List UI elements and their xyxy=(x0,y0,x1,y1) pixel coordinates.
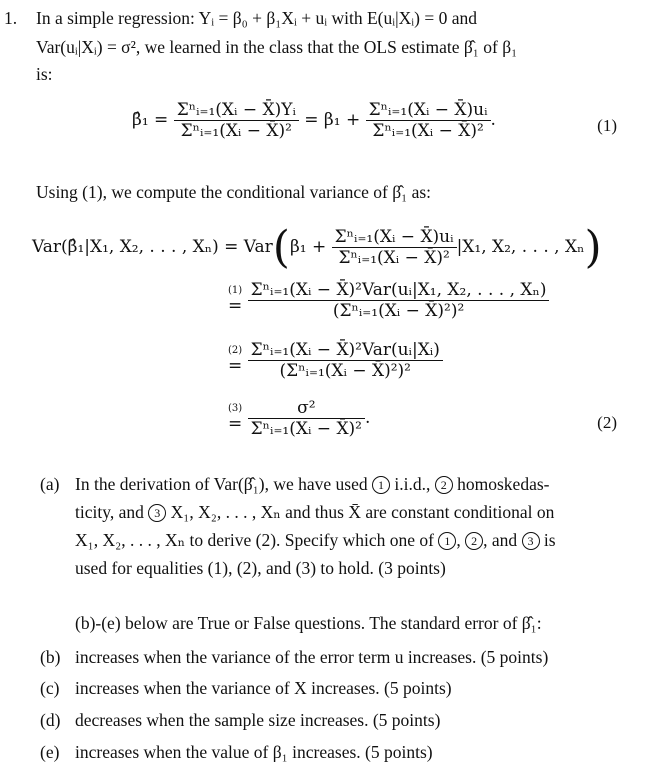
part-a-sep-2: , and xyxy=(483,530,518,550)
circled-2-icon: 2 xyxy=(465,532,483,550)
part-a-line-4: used for equalities (1), (2), and (3) to hold. (3 points) xyxy=(75,558,446,578)
eq2-step3-fraction xyxy=(248,398,365,439)
part-d-label: (d) xyxy=(40,710,61,730)
intro-line-3: is: xyxy=(36,64,53,84)
part-a-line-3 xyxy=(75,529,556,551)
circled-3-icon: 3 xyxy=(522,532,540,550)
eq1-frac2-denominator: Σⁿᵢ₌₁(Xᵢ − X̄)² xyxy=(372,121,484,141)
eq1-frac2-numerator: Σⁿᵢ₌₁(Xᵢ − X̄)uᵢ xyxy=(366,100,491,121)
eq2-end: . xyxy=(365,408,371,428)
eq2-step2-numerator: Σⁿᵢ₌₁(Xᵢ − X̄)²Var(uᵢ|Xᵢ) xyxy=(248,340,443,361)
eq2-inner-fraction xyxy=(332,227,457,268)
part-a-sep-1: , xyxy=(456,530,461,550)
eq1-fraction-1 xyxy=(174,100,299,141)
eq1-fraction-2 xyxy=(366,100,491,141)
equation-1-number: (1) xyxy=(597,116,617,135)
eq2-step1-relation: (1) = xyxy=(228,285,243,316)
eq2-step3-relation: (3) = xyxy=(228,403,243,434)
eq2-inner-denominator: Σⁿᵢ₌₁(Xᵢ − X̄)² xyxy=(338,248,450,268)
part-a-label: (a) xyxy=(40,474,60,494)
equation-2-step-1 xyxy=(228,280,549,321)
true-false-intro: (b)-(e) below are True or False questions. The standard error of β̂₁: xyxy=(75,613,542,633)
part-a-iid: i.i.d., xyxy=(394,474,431,494)
eq2-step3-numerator: σ² xyxy=(248,398,365,419)
circled-1-icon: 1 xyxy=(438,532,456,550)
eq1-frac1-denominator: Σⁿᵢ₌₁(Xᵢ − X̄)² xyxy=(180,121,292,141)
question-number: 1. xyxy=(4,8,18,28)
part-a-line2-post: X₁, X₂, . . . , Xₙ and thus X̄ are constant conditional on xyxy=(170,502,555,522)
eq2-step2-relation: (2) = xyxy=(228,345,243,376)
part-a-line1-text: In the derivation of Var(β̂₁), we have used xyxy=(75,474,368,494)
using-text: Using (1), we compute the conditional variance of β̂₁ as: xyxy=(36,182,432,202)
eq2-inner-pre: β₁ + xyxy=(289,237,327,257)
equation-2-step-3 xyxy=(228,398,370,439)
eq2-step1-numerator: Σⁿᵢ₌₁(Xᵢ − X̄)²Var(uᵢ|X₁, X₂, . . . , Xₙ) xyxy=(248,280,550,301)
eq2-open-paren: ( xyxy=(272,222,290,273)
eq2-step1-denominator: (Σⁿᵢ₌₁(Xᵢ − X̄)²)² xyxy=(332,301,465,321)
equation-2-number: (2) xyxy=(597,413,617,432)
eq1-lhs: β̂₁ = xyxy=(132,110,169,130)
eq1-middle: = β₁ + xyxy=(304,110,361,130)
eq2-inner-post: |X₁, X₂, . . . , Xₙ xyxy=(456,237,585,257)
part-c-label: (c) xyxy=(40,678,60,698)
eq2-step2-tag: (2) xyxy=(228,345,243,356)
eq2-step2-denominator: (Σⁿᵢ₌₁(Xᵢ − X̄)²)² xyxy=(279,361,411,381)
intro-line-2: Var(uᵢ|Xᵢ) = σ², we learned in the class that the OLS estimate β̂₁ of β₁ xyxy=(36,37,518,57)
part-a-homoskedas: homoskedas- xyxy=(457,474,550,494)
part-c-text: increases when the variance of X increases. (5 points) xyxy=(75,678,452,698)
circled-3-icon: 3 xyxy=(148,504,166,522)
part-b-label: (b) xyxy=(40,647,61,667)
equation-2-step-2 xyxy=(228,340,443,381)
equation-2-line-1 xyxy=(32,222,602,273)
eq2-inner-numerator: Σⁿᵢ₌₁(Xᵢ − X̄)uᵢ xyxy=(332,227,457,248)
equation-1 xyxy=(132,100,496,141)
intro-line-1: In a simple regression: Yᵢ = β₀ + β₁Xᵢ + uᵢ with E(uᵢ|Xᵢ) = 0 and xyxy=(36,8,477,28)
part-e-text: increases when the value of β₁ increases. (5 points) xyxy=(75,742,433,762)
eq2-close-paren: ) xyxy=(584,222,602,273)
eq2-step3-denominator: Σⁿᵢ₌₁(Xᵢ − X̄)² xyxy=(250,419,362,439)
eq2-lhs: Var(β̂₁|X₁, X₂, . . . , Xₙ) = Var xyxy=(32,237,273,257)
part-d-text: decreases when the sample size increases. (5 points) xyxy=(75,710,441,730)
eq2-step1-tag: (1) xyxy=(228,285,243,296)
part-a-line3-pre: X₁, X₂, . . . , Xₙ to derive (2). Specify which one of xyxy=(75,530,434,550)
circled-2-icon: 2 xyxy=(435,476,453,494)
circled-1-icon: 1 xyxy=(372,476,390,494)
eq1-frac1-numerator: Σⁿᵢ₌₁(Xᵢ − X̄)Yᵢ xyxy=(174,100,299,121)
part-a-line-2 xyxy=(75,501,554,523)
part-e-label: (e) xyxy=(40,742,60,762)
eq2-step2-fraction xyxy=(248,340,443,381)
part-a-line2-pre: ticity, and xyxy=(75,502,144,522)
eq1-end: . xyxy=(490,110,496,130)
eq2-step1-fraction xyxy=(248,280,550,321)
part-a-line3-post: is xyxy=(543,530,556,550)
part-b-text: increases when the variance of the error term u increases. (5 points) xyxy=(75,647,549,667)
part-a-line-1 xyxy=(75,473,549,495)
eq2-step3-tag: (3) xyxy=(228,403,243,414)
